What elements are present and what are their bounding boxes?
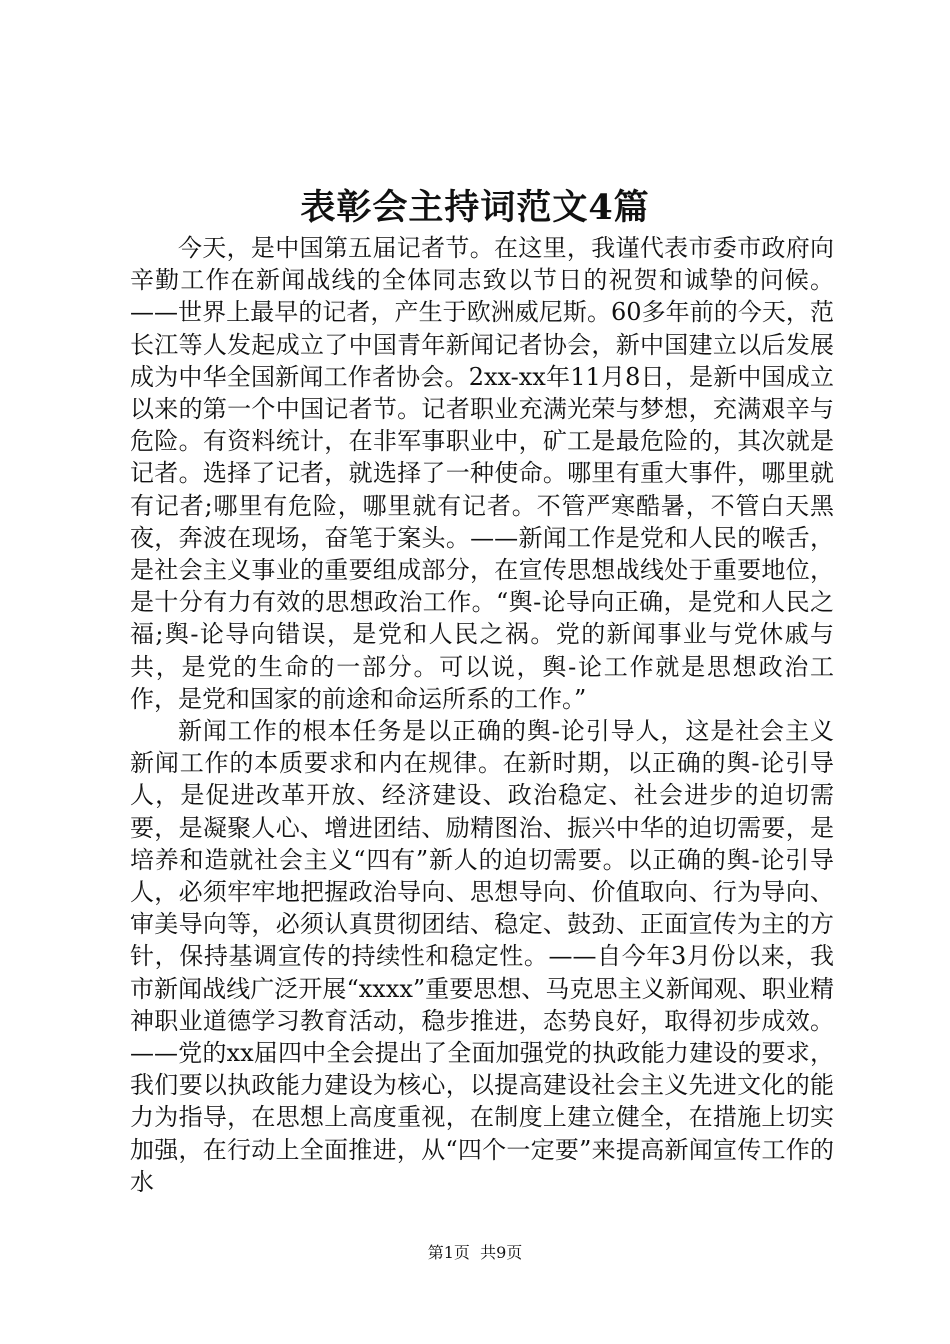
document-body: [130, 232, 834, 1198]
paragraph-2: 新闻工作的根本任务是以正确的舆-论引导人，这是社会主义新闻工作的本质要求和内在规律。在新时期，以正确的舆-论引导人，是促进改革开放、经济建设、政治稳定、社会进步的迫切需要，是凝聚人心、增进团结、励精图治、振兴中华的迫切需要，是培养和造就社会主义“四有”新人的迫切需要。以正确的舆-论引导人，必须牢牢地把握政治导向、思想导向、价值取向、行为导向、审美导向等，必须认真贯彻团结、稳定、鼓劲、正面宣传为主的方针，保持基调宣传的持续性和稳定性。——自今年3月份以来，我市新闻战线广泛开展“xxxx”重要思想、马克思主义新闻观、职业精神职业道德学习教育活动，稳步推进，态势良好，取得初步成效。——党的xx届四中全会提出了全面加强党的执政能力建设的要求，我们要以执政能力建设为核心，以提高建设社会主义先进文化的能力为指导，在思想上高度重视，在制度上建立健全，在措施上切实加强，在行动上全面推进，从“四个一定要”来提高新闻宣传工作的水: [130, 717, 834, 1196]
document-title: 表彰会主持词范文4篇: [300, 187, 650, 228]
page-footer: 第1页 共9页: [427, 1243, 523, 1262]
paragraph-1: 今天，是中国第五届记者节。在这里，我谨代表市委市政府向辛勤工作在新闻战线的全体同志致以节日的祝贺和诚挚的问候。——世界上最早的记者，产生于欧洲威尼斯。60多年前的今天，范长江等人发起成立了中国青年新闻记者协会，新中国建立以后发展成为中华全国新闻工作者协会。2xx-xx年11月8日，是新中国成立以来的第一个中国记者节。记者职业充满光荣与梦想，充满艰辛与危险。有资料统计，在非军事职业中，矿工是最危险的，其次就是记者。选择了记者，就选择了一种使命。哪里有重大事件，哪里就有记者;哪里有危险，哪里就有记者。不管严寒酷暑，不管白天黑夜，奔波在现场，奋笔于案头。——新闻工作是党和人民的喉舌，是社会主义事业的重要组成部分，在宣传思想战线处于重要地位，是十分有力有效的思想政治工作。“舆-论导向正确，是党和人民之福;舆-论导向错误，是党和人民之祸。党的新闻事业与党休戚与共，是党的生命的一部分。可以说，舆-论工作就是思想政治工作，是党和国家的前途和命运所系的工作。”: [130, 234, 834, 713]
